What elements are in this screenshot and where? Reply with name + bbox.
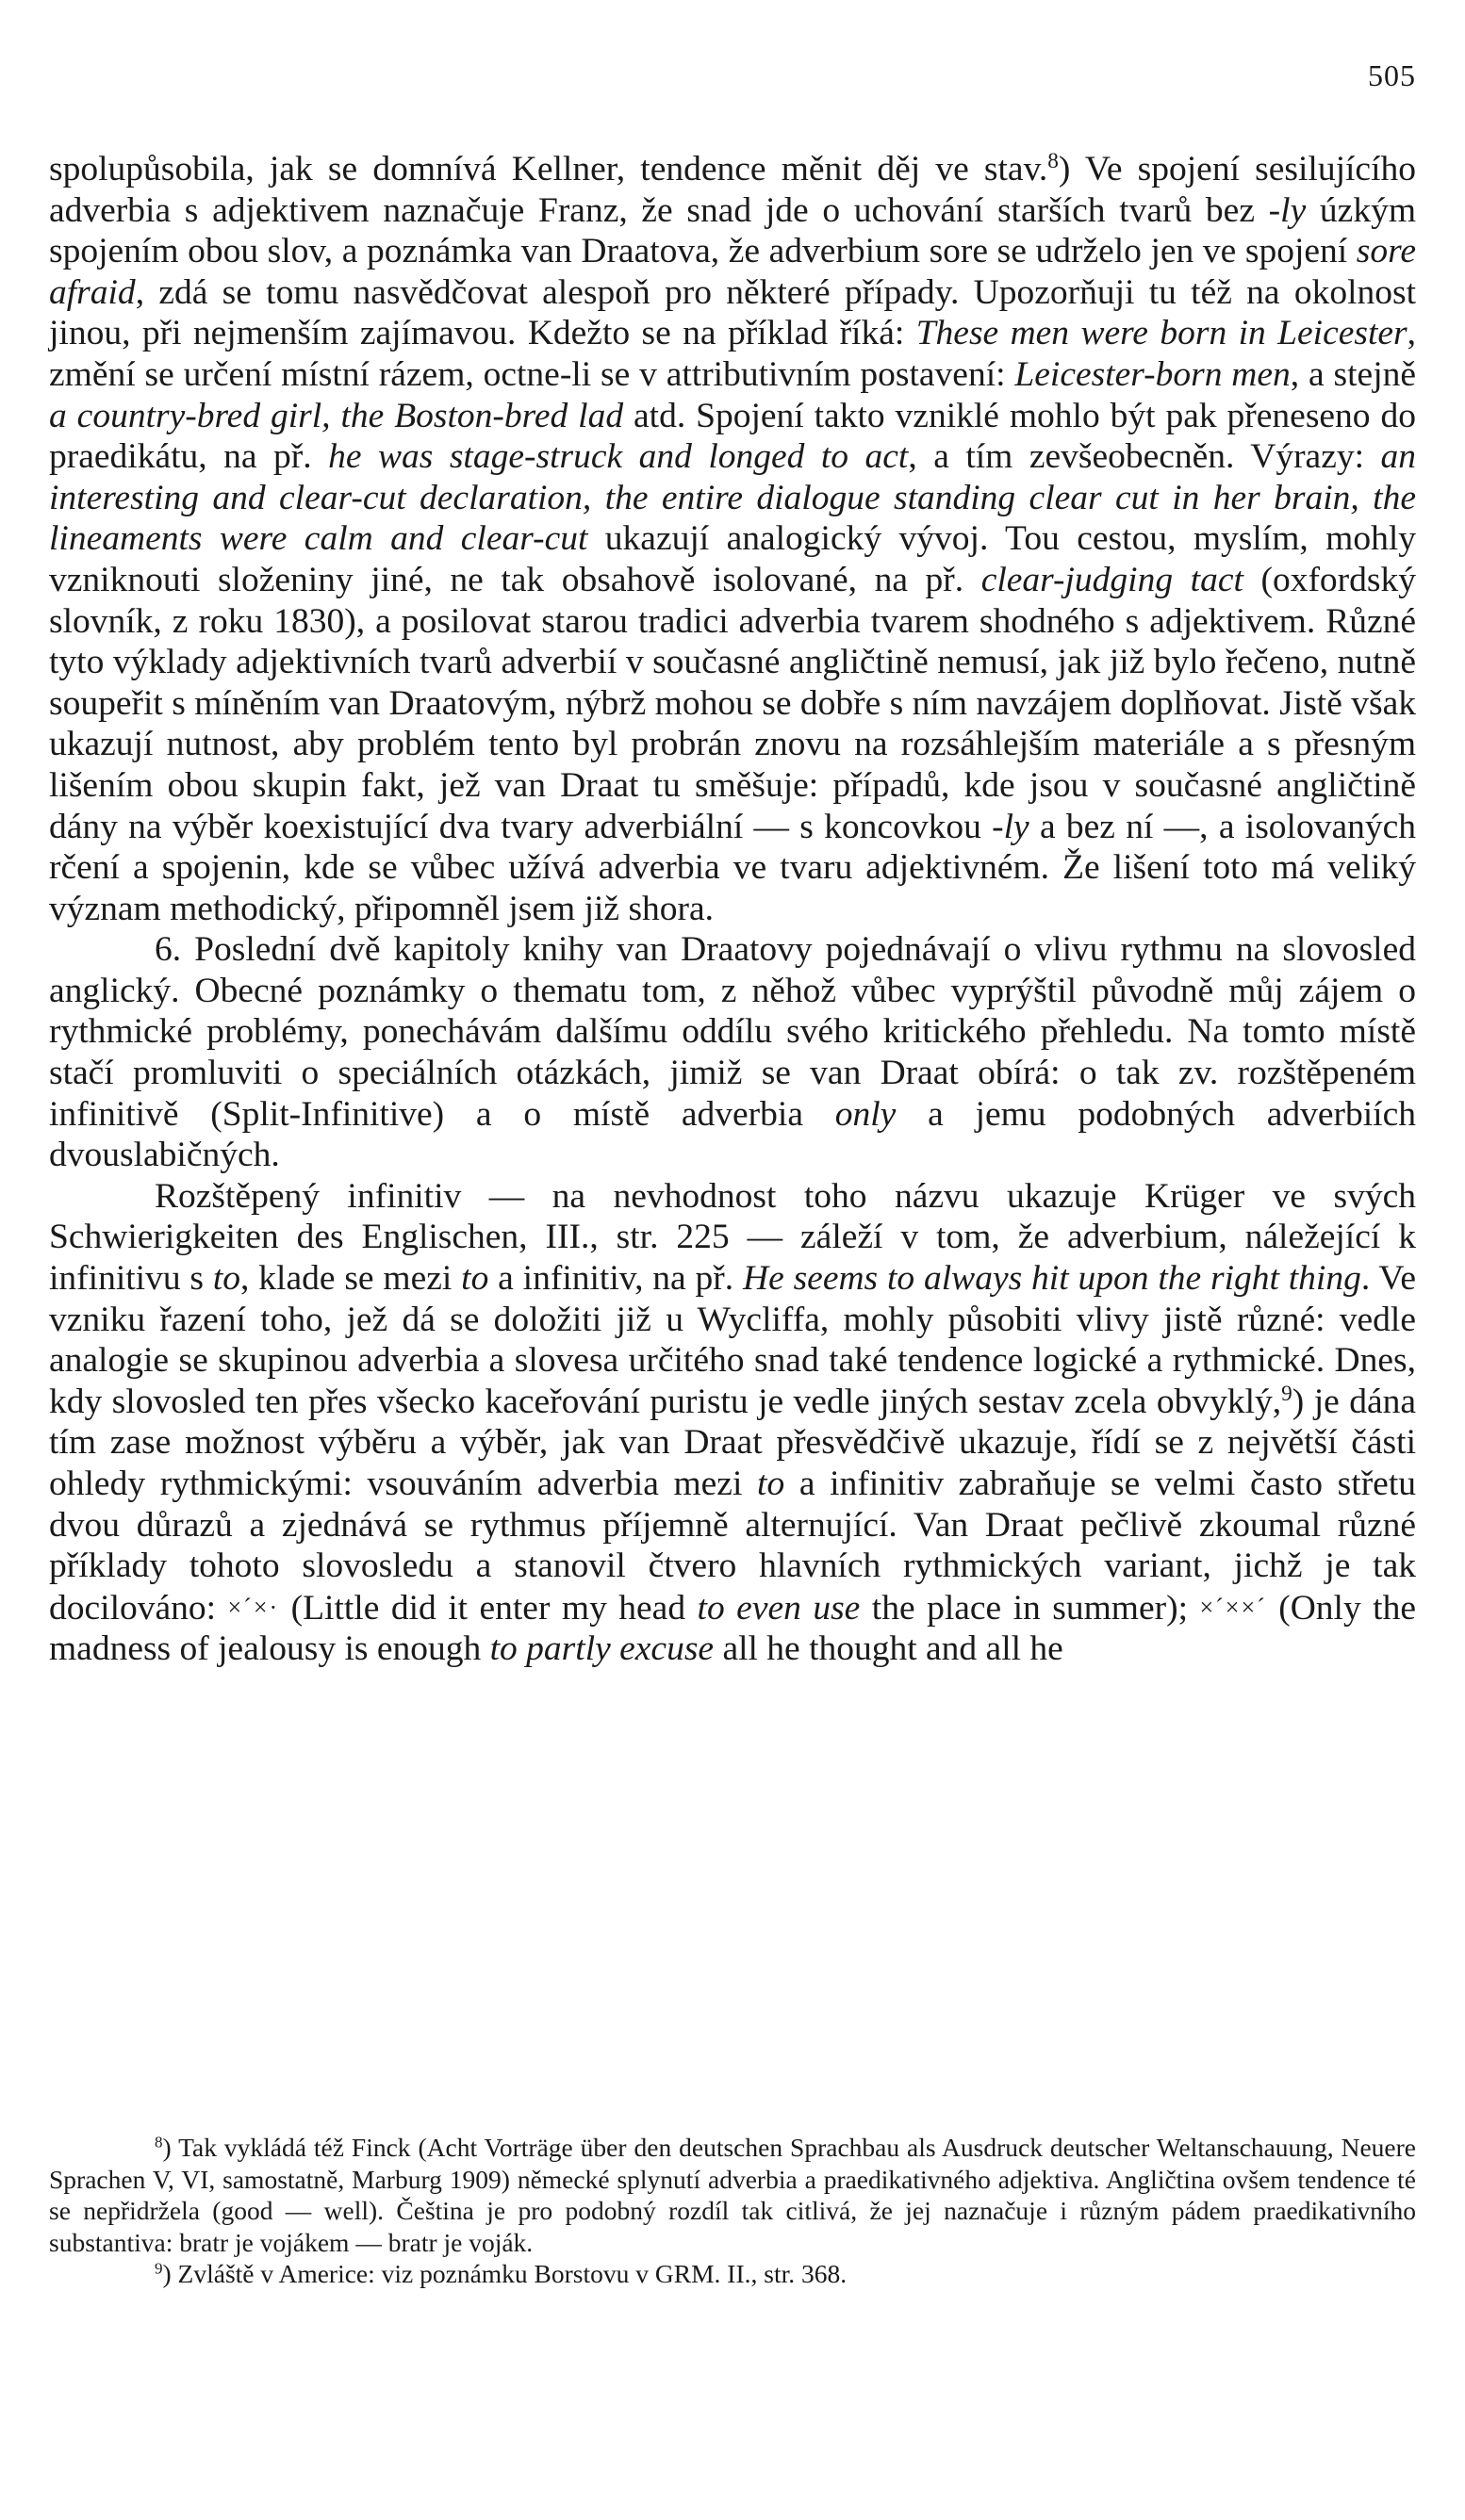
italic-term: to: [757, 1465, 785, 1503]
body-text: [49, 149, 1416, 1670]
italic-term: to: [212, 1259, 241, 1299]
text: , a tím zevšeobecněn. Výrazy:: [908, 437, 1381, 477]
text: a bez ní —, a isolovaných rčení a spojenin, kde se vůbec užívá adverbia ve tvaru adjektivném. Že lišení toto má veliký význam methodický, připomněl jsem již shora.: [49, 807, 1416, 928]
italic-example: These men were born in Leicester: [915, 314, 1407, 353]
footnote-mark: 9: [155, 2259, 163, 2278]
text: , změní se určení místní rázem, octne-li se v attributivním postavení:: [49, 314, 1416, 394]
text: ukazují analogický vývoj. Tou cestou, myslím, mohly vzniknouti složeniny jiné, ne tak obsahově isolované, na př.: [49, 519, 1417, 599]
italic-example: to even use: [697, 1588, 861, 1628]
footnotes: [49, 2132, 1416, 2290]
text: . Ve vzniku řazení toho, jež dá se doložiti již u Wycliffa, mohly působiti vlivy jistě různé: vedle analogie se skupinou adverbia a slovesa určitého snad také tendence logické a rythmické. Dnes, kdy slovosled ten přes všecko kaceřování puristu je vedle jiných sestav zcela obvyklý,: [49, 1259, 1416, 1421]
text: the place in summer);: [860, 1588, 1200, 1628]
text: (oxfordský slovník, z roku 1830), a posilovat starou tradici adverbia tvarem shodného s adjektivem. Různé tyto výklady adjektivních tvarů adverbií v současné angličtině nemusí, jak již bylo řečeno, nutně soupeřit s míněním van Draatovým, nýbrž mohou se dobře s ním navzájem doplňovat. Jistě však ukazují nutnost, aby problém tento byl probrán znovu na rozsáhlejším materiále a s přesným lišením obou skupin fakt, jež van Draat tu směšuje: případů, kde jsou v současné angličtině dány na výběr koexistující dva tvary adverbiální — s koncovkou: [49, 560, 1417, 846]
text: a infinitiv, na př.: [488, 1259, 744, 1299]
rhythm-notation: ×´××´: [1199, 1593, 1267, 1621]
italic-example: a country-bred girl, the Boston-bred lad: [49, 396, 624, 435]
italic-example: He seems to always hit upon the right thing: [743, 1259, 1361, 1299]
italic-example: clear-judging tact: [980, 560, 1243, 599]
footnote-8: [49, 2132, 1416, 2258]
italic-example: he was stage-struck and longed to act: [328, 437, 909, 477]
text: ) je dána tím zase možnost výběru a výběr, jak van Draat přesvědčivě ukazuje, řídí se z největší části ohledy rythmickými: vsouváním adverbia mezi: [49, 1382, 1416, 1503]
italic-example: to partly excuse: [489, 1629, 715, 1669]
footnote-mark: 8: [155, 2133, 163, 2152]
text: Rozštěpený infinitiv — na nevhodnost toho názvu ukazuje Krüger ve svých Schwierigkeiten des Englischen, III., str. 225 — záleží v tom, že adverbium, náležející k infinitivu s: [49, 1176, 1416, 1299]
italic-term: -ly: [992, 807, 1029, 846]
italic-term: only: [834, 1094, 897, 1134]
text: 6. Poslední dvě kapitoly knihy van Draatovy pojednávají o vlivu rythmu na slovosled anglický. Obecné poznámky o thematu tom, z něhož vůbec vyprýštil původně můj zájem o rythmické problémy, ponechávám dalšímu oddílu svého kritického přehledu. Na tomto místě stačí promluviti o speciálních otázkách, jimiž se van Draat obírá: o tak zv. rozštěpeném infinitivě (Split-Infinitive) a o místě adverbia: [49, 930, 1416, 1134]
text: all he thought and all he: [714, 1629, 1063, 1669]
italic-example: Leicester-born men: [1014, 354, 1291, 394]
text: úzkým spojením obou slov, a poznámka van Draatova, že adverbium sore se udrželo jen ve spojení: [49, 190, 1416, 271]
text: (Little did it enter my head: [279, 1588, 698, 1628]
text: ) Tak vykládá též Finck (Acht Vorträge über den deutschen Sprachbau als Ausdruck deutscher Weltanschauung, Neuere Sprachen V, VI, samostatně, Marburg 1909) německé splynutí adverbia a praedikativného adjektiva. Angličtina ovšem tendence té se nepřidržela (good — well). Čeština je pro podobný rozdíl tak citlivá, že jej naznačuje i různým pádem praedikativního substantiva: bratr je vojákem — bratr je voják.: [49, 2133, 1416, 2257]
italic-term: sore afraid: [49, 232, 1416, 312]
text: ) Zvláště v Americe: viz poznámku Borstovu v GRM. II., str. 368.: [162, 2259, 848, 2288]
italic-term: to: [461, 1259, 489, 1299]
text: a jemu podobných adverbiích dvouslabičných.: [49, 1094, 1416, 1175]
text: a infinitiv zabraňuje se velmi často střetu dvou důrazů a zjednává se rythmus příjemně alternující. Van Draat pečlivě zkoumal různé příklady tohoto slovosledu a stanovil čtvero hlavních rythmických variant, jichž je tak docilováno:: [49, 1465, 1416, 1628]
footnote-ref: 9: [1281, 1382, 1292, 1407]
text: (Only the madness of jealousy is enough: [49, 1588, 1416, 1669]
paragraph-1: [49, 149, 1416, 929]
text: , a stejně: [1290, 354, 1417, 394]
footnote-ref: 8: [1047, 149, 1059, 174]
rhythm-notation: ×´×·: [227, 1593, 280, 1621]
page-number: 505: [1368, 58, 1416, 92]
text: atd. Spojení takto vzniklé mohlo být pak přeneseno do praedikátu, na př.: [49, 396, 1416, 477]
text: , klade se mezi: [240, 1259, 462, 1299]
footnote-9: [49, 2258, 1416, 2290]
text: spolupůsobila, jak se domnívá Kellner, tendence měnit děj ve stav.: [49, 150, 1048, 188]
text: ) Ve spojení sesilujícího adverbia s adjektivem naznačuje Franz, že snad jde o uchování starších tvarů bez: [49, 150, 1416, 230]
italic-term: -ly: [1268, 190, 1307, 230]
text: , zdá se tomu nasvědčovat alespoň pro některé případy. Upozorňuji tu též na okolnost jinou, při nejmenším zajímavou. Kdežto se na příklad říká:: [49, 272, 1416, 353]
paragraph-3: [49, 1176, 1416, 1670]
paragraph-2: [49, 929, 1416, 1176]
italic-example: an interesting and clear-cut declaration, the entire dialogue standing clear cut in her brain, the lineaments were calm and clear-cut: [49, 437, 1416, 559]
